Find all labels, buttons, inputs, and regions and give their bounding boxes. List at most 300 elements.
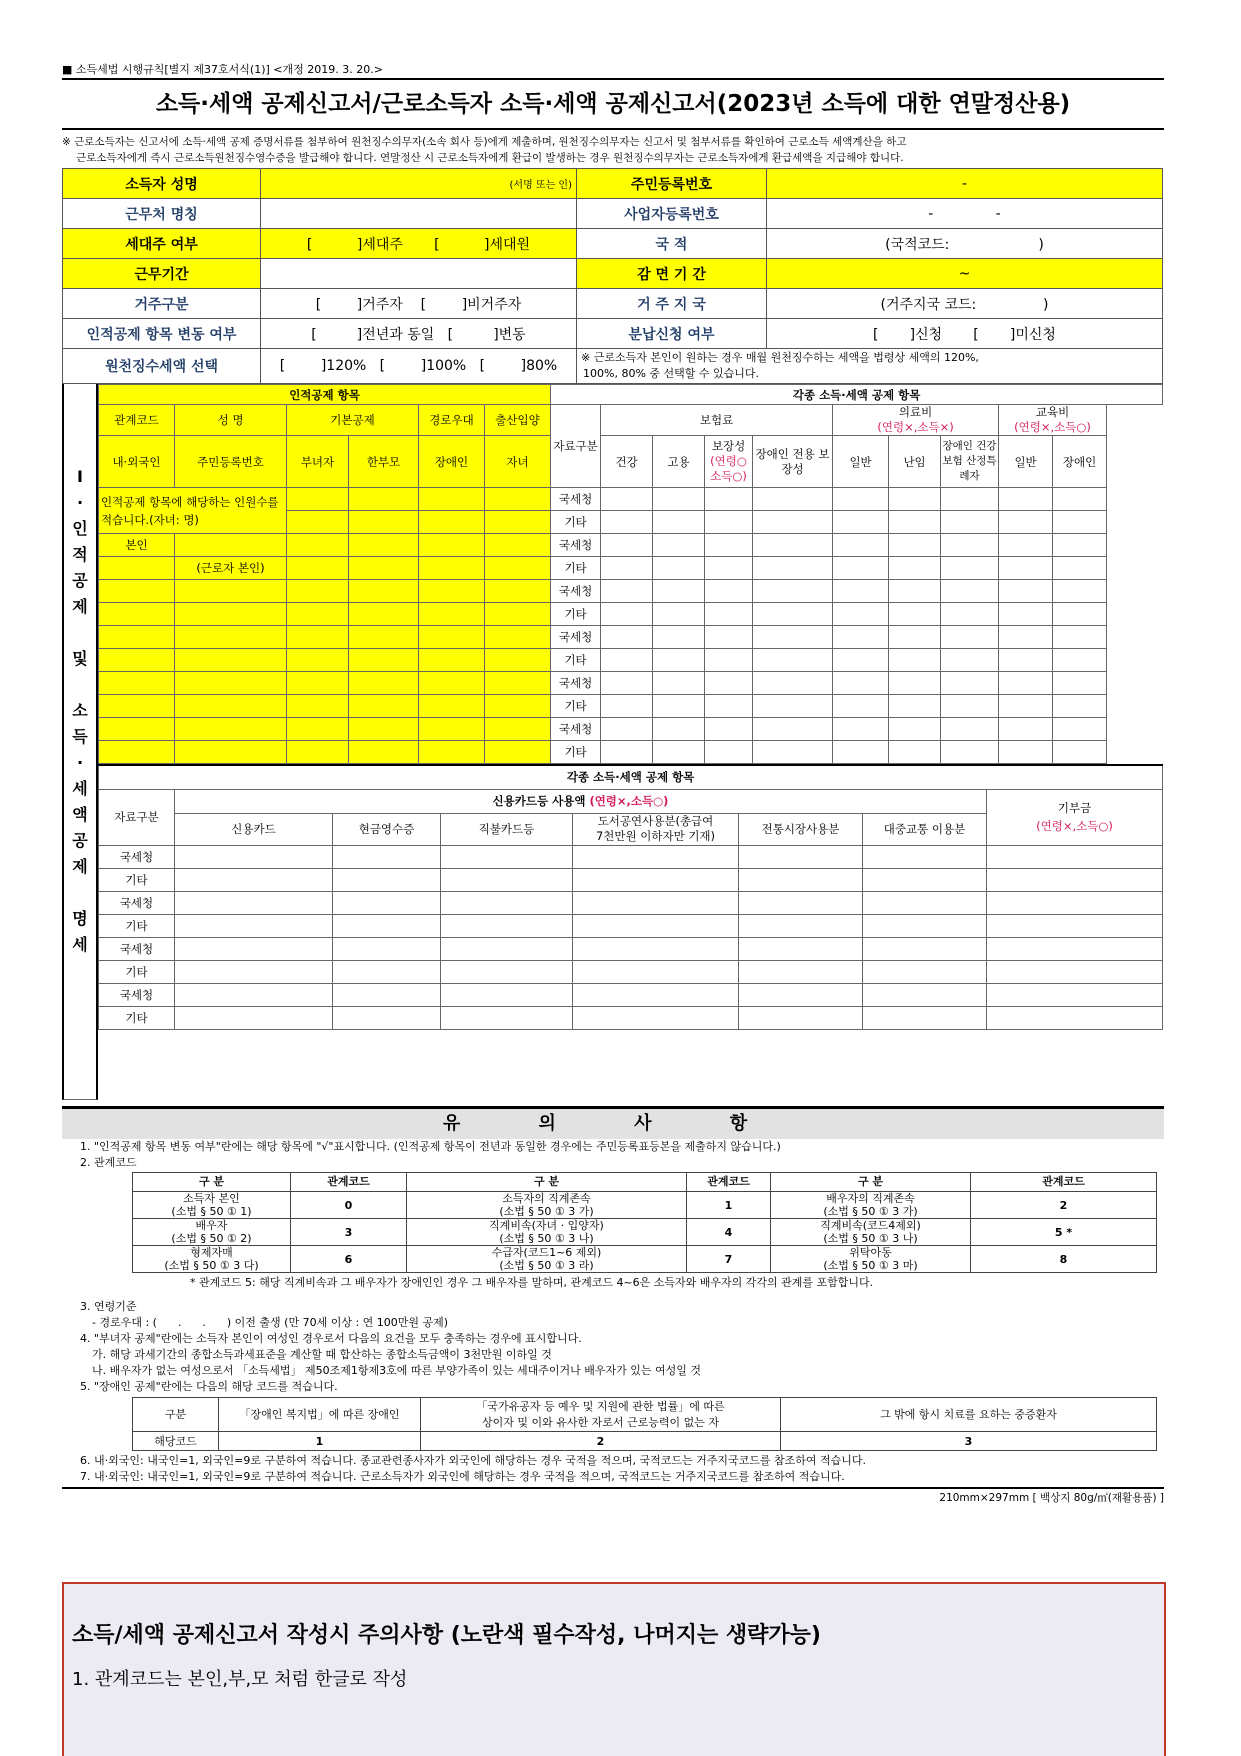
table-row (99, 488, 1163, 511)
amount-cell[interactable] (889, 695, 941, 718)
amount-cell[interactable] (833, 488, 889, 511)
amount-cell[interactable] (601, 672, 653, 695)
household-field[interactable]: [ ]세대주 [ ]세대원 (261, 229, 577, 259)
relation-label-line: 형제자매 (190, 1246, 233, 1259)
side-title-char: 적 (72, 545, 88, 564)
personal-check-cell[interactable] (419, 672, 485, 695)
personal-check-cell[interactable] (419, 557, 485, 580)
installment-field[interactable]: [ ]신청 [ ]미신청 (767, 319, 1163, 349)
edu-dis-head: 장애인 (1053, 436, 1107, 488)
rrn-field[interactable]: - (767, 169, 1163, 199)
exempt-period-field[interactable]: ~ (767, 259, 1163, 289)
name-cell[interactable] (175, 580, 287, 603)
personal-check-cell[interactable] (419, 626, 485, 649)
amount-cell[interactable] (999, 672, 1053, 695)
table-row (99, 914, 1163, 937)
amount-cell[interactable] (739, 937, 863, 960)
child-head: 자녀 (485, 436, 551, 488)
amount-cell[interactable] (653, 557, 705, 580)
amount-cell[interactable] (333, 937, 441, 960)
relation-code: 2 (971, 1192, 1157, 1219)
src-etc: 기타 (99, 914, 175, 937)
amount-cell[interactable] (705, 534, 753, 557)
table-row (99, 891, 1163, 914)
amount-cell[interactable] (1053, 626, 1107, 649)
amount-cell[interactable] (833, 603, 889, 626)
personal-check-cell[interactable] (419, 580, 485, 603)
relation-label-line: (소법 § 50 ① 3 나) (823, 1232, 918, 1245)
amount-cell[interactable] (705, 557, 753, 580)
single-parent-head: 한부모 (349, 436, 419, 488)
relation-label-line: 직계비속(자녀 · 입양자) (489, 1219, 604, 1232)
amount-cell[interactable] (941, 695, 999, 718)
relation-code: 4 (687, 1219, 771, 1246)
src-head: 자료구분 (551, 405, 601, 488)
amount-cell[interactable] (941, 649, 999, 672)
note-6: 6. 내·외국인: 내국인=1, 외국인=9로 구분하여 적습니다. 종교관련종사자가 외국인에 해당하는 경우 국적을 적으며, 국적코드는 거주지국코드를 참조하여 적습니다. (80, 1454, 866, 1467)
personal-check-cell[interactable] (287, 511, 349, 534)
book-head-1: 도서공연사용분(총급여 (597, 814, 714, 828)
table-row (99, 718, 1163, 741)
amount-cell[interactable] (941, 741, 999, 764)
amount-cell[interactable] (1053, 580, 1107, 603)
amount-cell[interactable] (941, 718, 999, 741)
code-cell[interactable] (99, 718, 175, 741)
amount-cell[interactable] (889, 741, 941, 764)
side-title-char: 명 (72, 909, 88, 928)
relation-label-line: (소법 § 50 ① 3 가) (823, 1205, 918, 1218)
amount-cell[interactable] (753, 603, 833, 626)
amount-cell[interactable] (739, 960, 863, 983)
personal-check-cell[interactable] (419, 649, 485, 672)
amount-cell[interactable] (833, 672, 889, 695)
amount-cell[interactable] (863, 960, 987, 983)
inout-cell[interactable] (99, 557, 175, 580)
name-label: 소득자 성명 (63, 169, 261, 199)
senior-head: 경로우대 (419, 405, 485, 436)
amount-cell[interactable] (653, 695, 705, 718)
amount-cell[interactable] (739, 891, 863, 914)
personal-check-cell[interactable] (287, 557, 349, 580)
personal-check-cell[interactable] (287, 534, 349, 557)
installment-label: 분납신청 여부 (577, 319, 767, 349)
amount-cell[interactable] (653, 741, 705, 764)
amount-cell[interactable] (175, 868, 333, 891)
amount-cell[interactable] (999, 488, 1053, 511)
amount-cell[interactable] (987, 983, 1163, 1006)
amount-cell[interactable] (601, 718, 653, 741)
personal-check-cell[interactable] (287, 718, 349, 741)
amount-cell[interactable] (705, 626, 753, 649)
personal-check-cell[interactable] (419, 603, 485, 626)
amount-cell[interactable] (441, 960, 573, 983)
name-cell[interactable] (175, 603, 287, 626)
personal-check-cell[interactable] (349, 557, 419, 580)
amount-cell[interactable] (889, 603, 941, 626)
workplace-field[interactable] (261, 199, 577, 229)
side-title-char (64, 672, 96, 698)
amount-cell[interactable] (601, 557, 653, 580)
amount-cell[interactable] (863, 845, 987, 868)
amount-cell[interactable] (175, 914, 333, 937)
withholding-note (577, 349, 1163, 384)
amount-cell[interactable] (987, 868, 1163, 891)
src-nts: 국세청 (551, 626, 601, 649)
personal-check-cell[interactable] (287, 580, 349, 603)
amount-cell[interactable] (1053, 649, 1107, 672)
infert-head: 난임 (889, 436, 941, 488)
amount-cell[interactable] (441, 983, 573, 1006)
personal-check-cell[interactable] (485, 649, 551, 672)
amount-cell[interactable] (333, 845, 441, 868)
amount-cell[interactable] (573, 983, 739, 1006)
amount-cell[interactable] (1053, 695, 1107, 718)
personal-check-cell[interactable] (419, 695, 485, 718)
side-title-char: 액 (72, 805, 88, 824)
amount-cell[interactable] (833, 580, 889, 603)
name-cell[interactable] (175, 695, 287, 718)
amount-cell[interactable] (653, 626, 705, 649)
personal-check-cell[interactable] (485, 557, 551, 580)
amount-cell[interactable] (653, 672, 705, 695)
amount-cell[interactable] (941, 557, 999, 580)
amount-cell[interactable] (889, 672, 941, 695)
work-period-field[interactable] (261, 259, 577, 289)
withholding-field[interactable]: [ ]120% [ ]100% [ ]80% (261, 349, 577, 384)
amount-cell[interactable] (753, 511, 833, 534)
amount-cell[interactable] (653, 603, 705, 626)
amount-cell[interactable] (175, 1006, 333, 1029)
personal-check-cell[interactable] (287, 672, 349, 695)
src-etc: 기타 (99, 1006, 175, 1029)
amount-cell[interactable] (441, 937, 573, 960)
src-etc: 기타 (551, 557, 601, 580)
amount-cell[interactable] (653, 488, 705, 511)
amount-cell[interactable] (889, 511, 941, 534)
amount-cell[interactable] (653, 649, 705, 672)
amount-cell[interactable] (175, 891, 333, 914)
amount-cell[interactable] (863, 1006, 987, 1029)
amount-cell[interactable] (601, 741, 653, 764)
amount-cell[interactable] (753, 557, 833, 580)
amount-cell[interactable] (705, 511, 753, 534)
residence-country-field[interactable]: (거주지국 코드: ) (767, 289, 1163, 319)
personal-check-cell[interactable] (349, 626, 419, 649)
notes (62, 1139, 1164, 1485)
name-head: 성 명 (175, 405, 287, 436)
amount-cell[interactable] (1053, 741, 1107, 764)
amount-cell[interactable] (999, 718, 1053, 741)
amount-cell[interactable] (833, 511, 889, 534)
amount-cell[interactable] (941, 511, 999, 534)
change-label: 인적공제 항목 변동 여부 (63, 319, 261, 349)
relation-code: 3 (291, 1219, 407, 1246)
personal-check-cell[interactable] (349, 580, 419, 603)
code-cell[interactable] (99, 580, 175, 603)
card-rows (99, 845, 1163, 1029)
amount-cell[interactable] (753, 695, 833, 718)
amount-cell[interactable] (705, 603, 753, 626)
residency-field[interactable]: [ ]거주자 [ ]비거주자 (261, 289, 577, 319)
note-7: 7. 내·외국인: 내국인=1, 외국인=9로 구분하여 적습니다. 근로소득자가 외국인에 해당하는 경우 국적을 적으며, 국적코드는 거주지국코드를 참조하여 적습니다. (80, 1470, 845, 1483)
amount-cell[interactable] (1053, 672, 1107, 695)
amount-cell[interactable] (889, 534, 941, 557)
amount-cell[interactable] (833, 741, 889, 764)
dis-code-1: 1 (219, 1432, 421, 1451)
amount-cell[interactable] (333, 891, 441, 914)
amount-cell[interactable] (941, 672, 999, 695)
personal-check-cell[interactable] (485, 672, 551, 695)
amount-cell[interactable] (987, 845, 1163, 868)
relation-label-line: (소법 § 50 ① 3 가) (499, 1205, 594, 1218)
amount-cell[interactable] (833, 695, 889, 718)
code-cell[interactable] (99, 672, 175, 695)
amount-cell[interactable] (889, 580, 941, 603)
amount-cell[interactable] (739, 1006, 863, 1029)
amount-cell[interactable] (833, 626, 889, 649)
amount-cell[interactable] (753, 534, 833, 557)
personal-check-cell[interactable] (485, 511, 551, 534)
personal-check-cell[interactable] (287, 695, 349, 718)
personal-check-cell[interactable] (485, 741, 551, 764)
amount-cell[interactable] (441, 1006, 573, 1029)
bizno-field[interactable]: - - (767, 199, 1163, 229)
amount-cell[interactable] (705, 695, 753, 718)
amount-cell[interactable] (175, 960, 333, 983)
amount-cell[interactable] (753, 580, 833, 603)
amount-cell[interactable] (175, 937, 333, 960)
amount-cell[interactable] (601, 534, 653, 557)
name-cell[interactable] (175, 626, 287, 649)
amount-cell[interactable] (987, 914, 1163, 937)
edu-head (999, 405, 1107, 436)
code-cell[interactable] (99, 741, 175, 764)
name-cell[interactable] (175, 672, 287, 695)
guar-head (705, 436, 753, 488)
amount-cell[interactable] (601, 695, 653, 718)
amount-cell[interactable] (739, 845, 863, 868)
amount-cell[interactable] (441, 914, 573, 937)
src-etc: 기타 (551, 511, 601, 534)
personal-check-cell[interactable] (419, 718, 485, 741)
amount-cell[interactable] (833, 557, 889, 580)
personal-check-cell[interactable] (419, 741, 485, 764)
code-cell[interactable] (99, 649, 175, 672)
amount-cell[interactable] (863, 868, 987, 891)
personal-check-cell[interactable] (287, 626, 349, 649)
name-cell[interactable] (175, 649, 287, 672)
personal-check-cell[interactable] (419, 534, 485, 557)
name-field[interactable] (261, 169, 577, 199)
amount-cell[interactable] (1053, 511, 1107, 534)
table-row (99, 1006, 1163, 1029)
code-cell[interactable] (99, 603, 175, 626)
relation-label (771, 1219, 971, 1246)
amount-cell[interactable] (999, 557, 1053, 580)
amount-cell[interactable] (889, 557, 941, 580)
personal-check-cell[interactable] (485, 603, 551, 626)
relation-label (133, 1219, 291, 1246)
amount-cell[interactable] (333, 960, 441, 983)
amount-cell[interactable] (601, 488, 653, 511)
amount-cell[interactable] (705, 741, 753, 764)
amount-cell[interactable] (889, 626, 941, 649)
card-title-label: 신용카드등 사용액 (492, 794, 586, 808)
src-etc: 기타 (99, 960, 175, 983)
amount-cell[interactable] (601, 603, 653, 626)
nationality-field[interactable]: (국적코드: ) (767, 229, 1163, 259)
amount-cell[interactable] (333, 914, 441, 937)
amount-cell[interactable] (573, 845, 739, 868)
amount-cell[interactable] (1053, 718, 1107, 741)
code-rows (133, 1192, 1157, 1273)
personal-check-cell[interactable] (419, 488, 485, 511)
amount-cell[interactable] (999, 695, 1053, 718)
personal-check-cell[interactable] (419, 511, 485, 534)
amount-cell[interactable] (833, 534, 889, 557)
amount-cell[interactable] (441, 845, 573, 868)
donation-head (987, 789, 1163, 845)
side-title-char: 공 (72, 831, 88, 850)
table-row (99, 741, 1163, 764)
personal-check-cell[interactable] (485, 695, 551, 718)
table-row (99, 695, 1163, 718)
amount-cell[interactable] (441, 891, 573, 914)
name-cell[interactable] (175, 741, 287, 764)
amount-cell[interactable] (333, 983, 441, 1006)
personal-check-cell[interactable] (349, 741, 419, 764)
amount-cell[interactable] (999, 534, 1053, 557)
code-cell[interactable] (99, 695, 175, 718)
self-name-cell[interactable] (175, 534, 287, 557)
personal-check-cell[interactable] (349, 649, 419, 672)
amount-cell[interactable] (889, 718, 941, 741)
amount-cell[interactable] (999, 580, 1053, 603)
amount-cell[interactable] (739, 983, 863, 1006)
amount-cell[interactable] (573, 891, 739, 914)
personal-check-cell[interactable] (485, 488, 551, 511)
self-code-cell: 본인 (99, 534, 175, 557)
personal-check-cell[interactable] (287, 488, 349, 511)
amount-cell[interactable] (653, 718, 705, 741)
amount-cell[interactable] (999, 511, 1053, 534)
amount-cell[interactable] (999, 626, 1053, 649)
amount-cell[interactable] (863, 891, 987, 914)
amount-cell[interactable] (753, 626, 833, 649)
amount-cell[interactable] (175, 845, 333, 868)
amount-cell[interactable] (653, 580, 705, 603)
personal-check-cell[interactable] (287, 741, 349, 764)
amount-cell[interactable] (1053, 488, 1107, 511)
amount-cell[interactable] (705, 672, 753, 695)
change-field[interactable]: [ ]전년과 동일 [ ]변동 (261, 319, 577, 349)
amount-cell[interactable] (1053, 534, 1107, 557)
personal-check-cell[interactable] (349, 695, 419, 718)
amount-cell[interactable] (705, 718, 753, 741)
amount-cell[interactable] (999, 649, 1053, 672)
amount-cell[interactable] (753, 488, 833, 511)
amount-cell[interactable] (441, 868, 573, 891)
side-title-char: 인 (72, 519, 88, 538)
amount-cell[interactable] (573, 1006, 739, 1029)
personal-check-cell[interactable] (349, 603, 419, 626)
amount-cell[interactable] (175, 983, 333, 1006)
amount-cell[interactable] (999, 741, 1053, 764)
personal-check-cell[interactable] (485, 626, 551, 649)
amount-cell[interactable] (601, 626, 653, 649)
medical-head (833, 405, 999, 436)
personal-check-cell[interactable] (349, 672, 419, 695)
amount-cell[interactable] (753, 741, 833, 764)
amount-cell[interactable] (573, 914, 739, 937)
amount-cell[interactable] (653, 511, 705, 534)
name-cell[interactable] (175, 718, 287, 741)
amount-cell[interactable] (987, 1006, 1163, 1029)
amount-cell[interactable] (941, 603, 999, 626)
amount-cell[interactable] (753, 718, 833, 741)
amount-cell[interactable] (333, 868, 441, 891)
amount-cell[interactable] (653, 534, 705, 557)
amount-cell[interactable] (941, 534, 999, 557)
amount-cell[interactable] (601, 511, 653, 534)
amount-cell[interactable] (705, 649, 753, 672)
personal-check-cell[interactable] (349, 511, 419, 534)
personal-check-cell[interactable] (349, 718, 419, 741)
personal-check-cell[interactable] (349, 488, 419, 511)
amount-cell[interactable] (863, 983, 987, 1006)
code-cell[interactable] (99, 626, 175, 649)
personal-check-cell[interactable] (485, 580, 551, 603)
amount-cell[interactable] (941, 626, 999, 649)
amount-cell[interactable] (833, 649, 889, 672)
amount-cell[interactable] (753, 649, 833, 672)
amount-cell[interactable] (739, 914, 863, 937)
amount-cell[interactable] (987, 891, 1163, 914)
amount-cell[interactable] (573, 937, 739, 960)
amount-cell[interactable] (833, 718, 889, 741)
amount-cell[interactable] (889, 488, 941, 511)
amount-cell[interactable] (739, 868, 863, 891)
amount-cell[interactable] (601, 649, 653, 672)
amount-cell[interactable] (999, 603, 1053, 626)
amount-cell[interactable] (987, 960, 1163, 983)
amount-cell[interactable] (863, 937, 987, 960)
amount-cell[interactable] (573, 868, 739, 891)
personal-check-cell[interactable] (349, 534, 419, 557)
amount-cell[interactable] (863, 914, 987, 937)
amount-cell[interactable] (987, 937, 1163, 960)
amount-cell[interactable] (889, 649, 941, 672)
card-title (175, 789, 987, 813)
personal-check-cell[interactable] (287, 603, 349, 626)
rrn-head: 주민등록번호 (175, 436, 287, 488)
personal-check-cell[interactable] (485, 718, 551, 741)
amount-cell[interactable] (941, 488, 999, 511)
amount-cell[interactable] (705, 488, 753, 511)
table-row (99, 672, 1163, 695)
dis-guar-head: 장애인 전용 보장성 (753, 436, 833, 488)
amount-cell[interactable] (753, 672, 833, 695)
amount-cell[interactable] (705, 580, 753, 603)
personal-check-cell[interactable] (287, 649, 349, 672)
amount-cell[interactable] (333, 1006, 441, 1029)
personal-check-cell[interactable] (485, 534, 551, 557)
amount-cell[interactable] (1053, 603, 1107, 626)
amount-cell[interactable] (601, 580, 653, 603)
amount-cell[interactable] (573, 960, 739, 983)
amount-cell[interactable] (1053, 557, 1107, 580)
amount-cell[interactable] (941, 580, 999, 603)
